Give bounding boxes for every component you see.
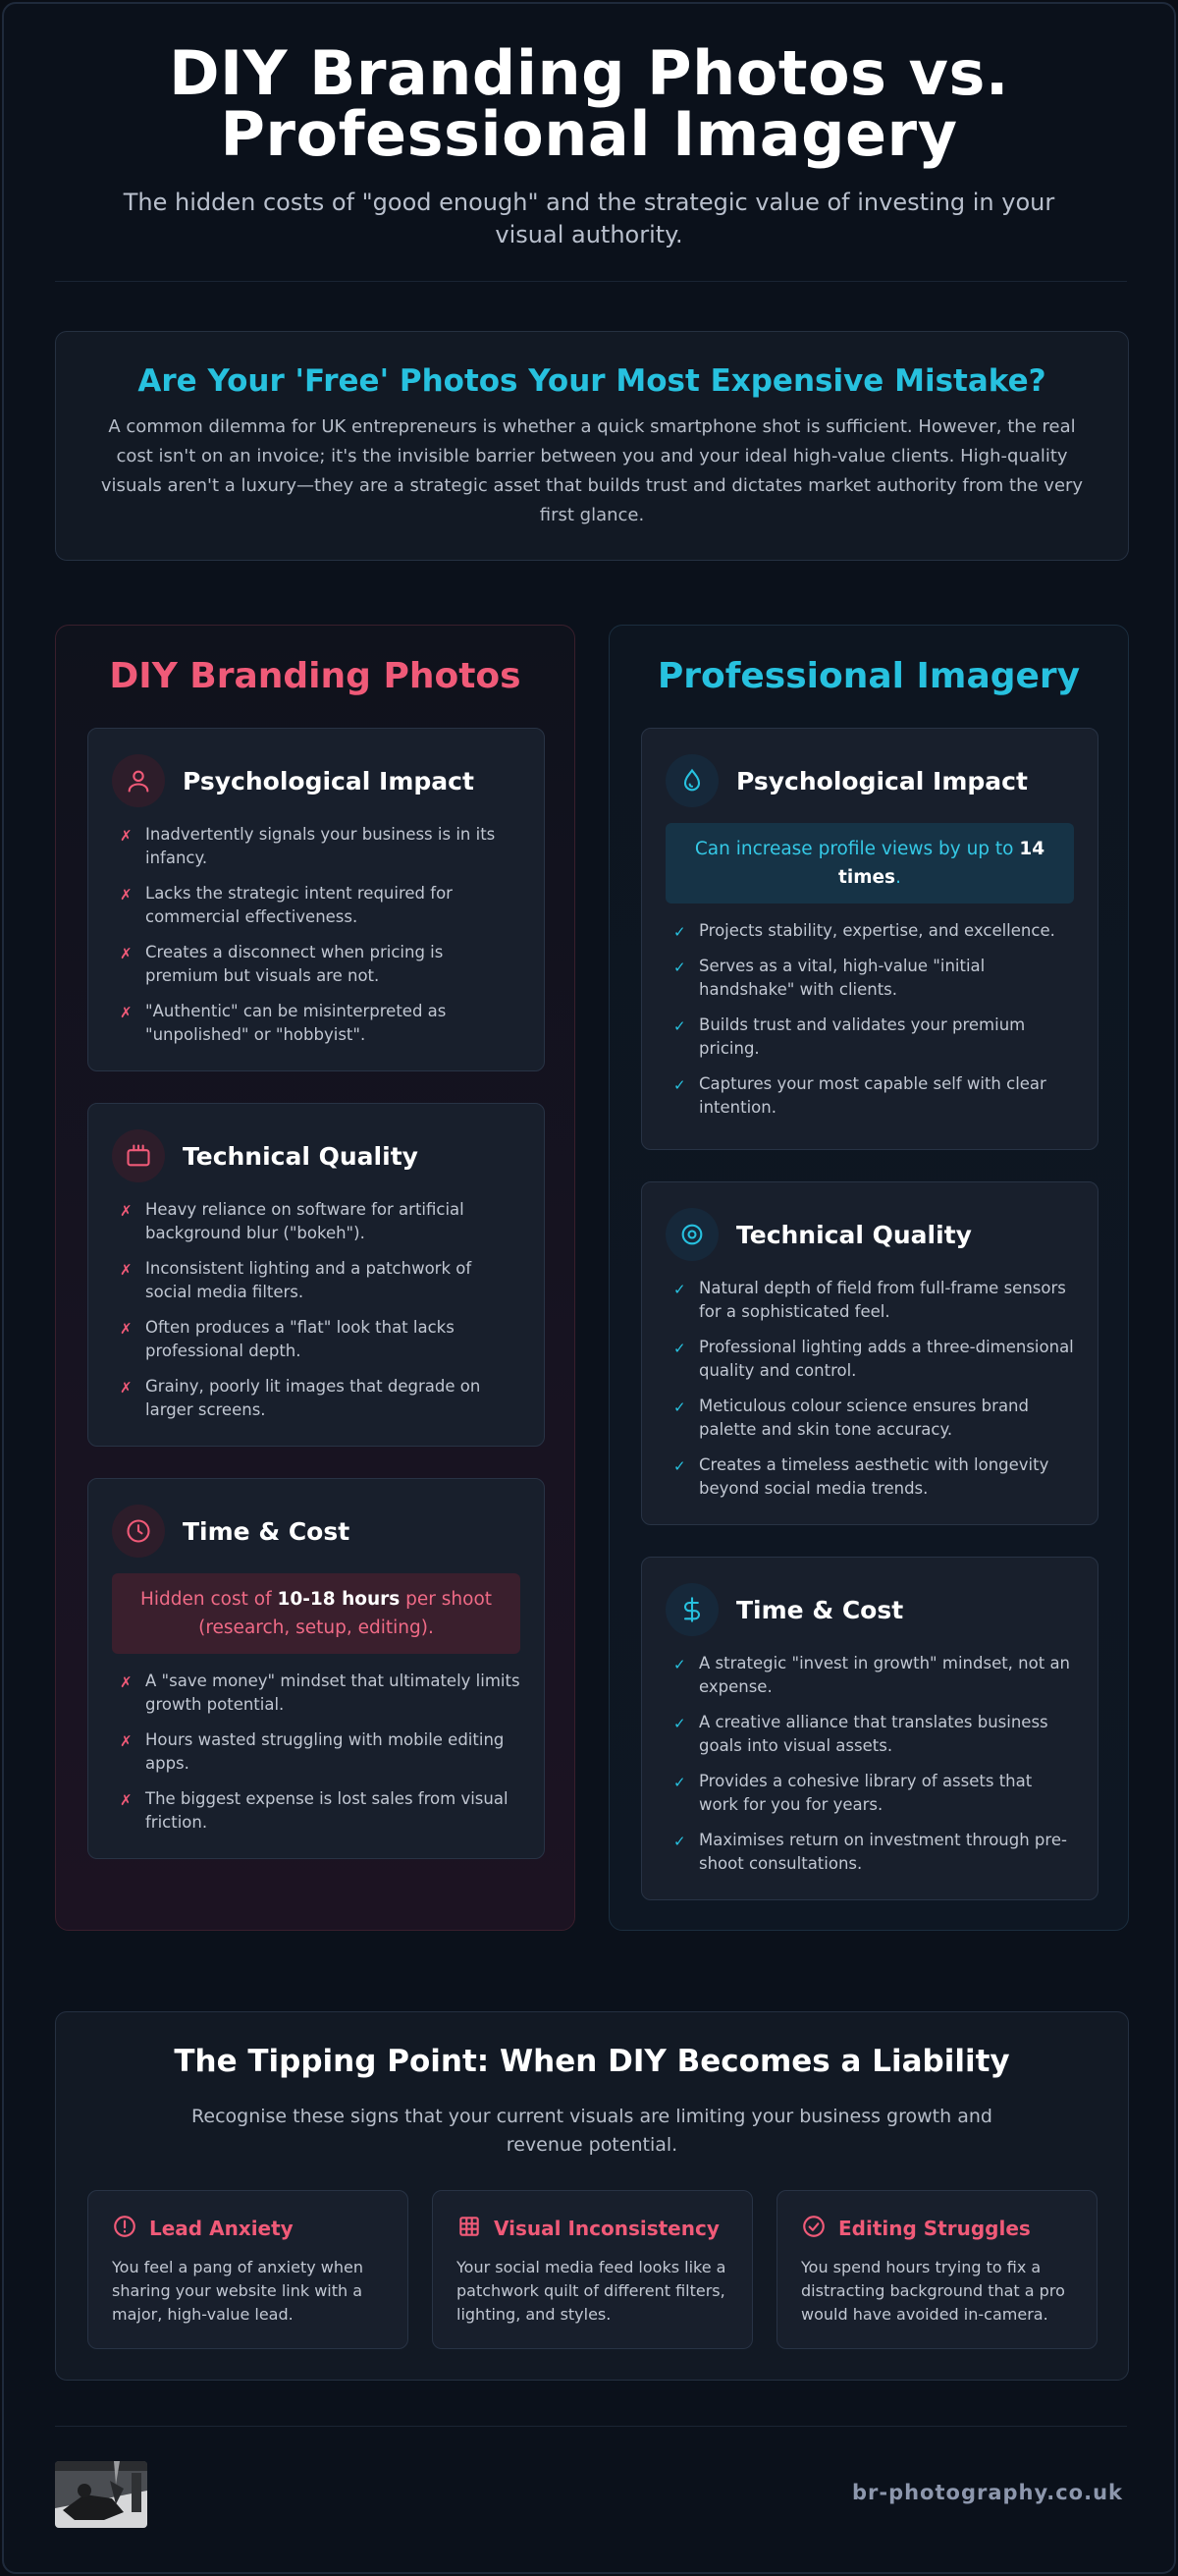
target-icon xyxy=(666,1208,719,1261)
cross-icon: ✗ xyxy=(120,886,133,904)
cross-icon: ✗ xyxy=(120,1202,133,1220)
sign-title: Lead Anxiety xyxy=(149,2217,294,2240)
alert-circle-icon xyxy=(112,2214,137,2243)
dollar-icon xyxy=(666,1583,719,1636)
check-circle-icon xyxy=(801,2214,827,2243)
list-item: ✓ A strategic "invest in growth" mindset, not an expense. xyxy=(673,1654,1071,1696)
list-item: ✗ Inadvertently signals your business is in its infancy. xyxy=(120,825,496,867)
profile-views-highlight: Can increase profile views by up to 14 times. xyxy=(666,823,1074,904)
list-item: ✗ Heavy reliance on software for artificial background blur ("bokeh"). xyxy=(120,1200,464,1242)
list-item: ✗ Lacks the strategic intent required for commercial effectiveness. xyxy=(120,884,453,926)
droplet-icon xyxy=(666,754,719,807)
sign-text: You feel a pang of anxiety when sharing your website link with a major, high-value lead. xyxy=(112,2258,363,2324)
card-title: Time & Cost xyxy=(183,1516,350,1546)
list-item: ✓ Projects stability, expertise, and excellence. xyxy=(666,919,1074,943)
pro-column-title: Professional Imagery xyxy=(657,656,1081,696)
page-subtitle: The hidden costs of "good enough" and the strategic value of investing in your visual authority. xyxy=(123,189,1055,248)
diy-column xyxy=(55,625,575,1931)
cross-icon: ✗ xyxy=(120,1732,133,1750)
list-item: ✗ Often produces a "flat" look that lacks professional depth. xyxy=(120,1318,455,1360)
pro-cost-list xyxy=(666,1652,1074,1876)
cross-icon: ✗ xyxy=(120,1791,133,1809)
list-item: ✗ Grainy, poorly lit images that degrade on larger screens. xyxy=(120,1377,481,1419)
intro-body: A common dilemma for UK entrepreneurs is whether a quick smartphone shot is sufficient. However, the real cost isn't on an invoice; it's the invisible barrier between you and your ideal high-value clients. High-quality visuals aren't a luxury—they are a strategic asset that builds trust and dictates market authority from the very first glance. xyxy=(100,416,1084,525)
infographic-page xyxy=(2,2,1176,2574)
list-item: ✓ Serves as a vital, high-value "initial handshake" with clients. xyxy=(673,957,986,999)
tipping-point-subtitle: Recognise these signs that your current visuals are limiting your business growth and revenue potential. xyxy=(191,2106,992,2156)
page-title-line-1: DIY Branding Photos vs. xyxy=(169,37,1009,109)
pro-tech-list xyxy=(666,1277,1074,1501)
pro-time-cost-card xyxy=(641,1557,1098,1900)
diy-psych-list xyxy=(112,823,520,1047)
user-icon xyxy=(112,754,165,807)
check-icon: ✓ xyxy=(673,1398,686,1416)
brand-photo-thumbnail xyxy=(55,2461,147,2528)
sign-card-editing-struggles xyxy=(776,2190,1098,2349)
check-icon: ✓ xyxy=(673,1656,686,1673)
intro-panel xyxy=(55,331,1129,561)
grid-icon xyxy=(456,2214,482,2243)
cross-icon: ✗ xyxy=(120,1673,133,1691)
check-icon: ✓ xyxy=(673,1281,686,1298)
cross-icon: ✗ xyxy=(120,1320,133,1338)
footer-divider xyxy=(55,2426,1127,2427)
check-icon: ✓ xyxy=(673,923,686,941)
tv-icon xyxy=(112,1129,165,1182)
sign-card-visual-inconsistency xyxy=(432,2190,753,2349)
list-item: ✓ Builds trust and validates your premium pricing. xyxy=(673,1015,1026,1058)
list-item: ✓ Creates a timeless aesthetic with longevity beyond social media trends. xyxy=(673,1455,1049,1498)
diy-technical-quality-card xyxy=(87,1103,545,1447)
check-icon: ✓ xyxy=(673,1833,686,1850)
pro-psychological-impact-card xyxy=(641,728,1098,1150)
pro-column xyxy=(609,625,1129,1931)
list-item: ✓ Meticulous colour science ensures brand palette and skin tone accuracy. xyxy=(673,1397,1029,1439)
list-item: ✓ Natural depth of field from full-frame sensors for a sophisticated feel. xyxy=(673,1279,1066,1321)
list-item: ✗ A "save money" mindset that ultimately limits growth potential. xyxy=(120,1672,520,1714)
check-icon: ✓ xyxy=(673,1457,686,1475)
diy-column-title: DIY Branding Photos xyxy=(109,656,521,696)
sign-text: You spend hours trying to fix a distracting background that a pro would have avoided in-camera. xyxy=(801,2258,1065,2324)
hidden-cost-highlight: Hidden cost of 10-18 hours per shoot (research, setup, editing). xyxy=(112,1573,520,1654)
check-icon: ✓ xyxy=(673,1715,686,1732)
cross-icon: ✗ xyxy=(120,1379,133,1397)
list-item: ✗ Creates a disconnect when pricing is premium but visuals are not. xyxy=(120,943,444,985)
sign-card-lead-anxiety xyxy=(87,2190,408,2349)
card-title: Psychological Impact xyxy=(183,766,474,795)
header xyxy=(4,37,1174,251)
intro-heading: Are Your 'Free' Photos Your Most Expensive Mistake? xyxy=(137,363,1046,399)
list-item: ✗ Inconsistent lighting and a patchwork of social media filters. xyxy=(120,1259,472,1301)
card-title: Technical Quality xyxy=(736,1220,972,1249)
list-item: ✓ Provides a cohesive library of assets that work for you for years. xyxy=(673,1772,1033,1814)
cross-icon: ✗ xyxy=(120,827,133,845)
diy-cost-list xyxy=(112,1670,520,1835)
list-item: ✗ The biggest expense is lost sales from visual friction. xyxy=(120,1789,509,1832)
card-title: Psychological Impact xyxy=(736,766,1028,795)
check-icon: ✓ xyxy=(673,1076,686,1094)
tipping-point-panel xyxy=(55,2011,1129,2381)
sign-title: Editing Struggles xyxy=(838,2217,1031,2240)
card-title: Time & Cost xyxy=(736,1595,904,1624)
clock-icon xyxy=(112,1505,165,1558)
pro-technical-quality-card xyxy=(641,1181,1098,1525)
sign-text: Your social media feed looks like a patchwork quilt of different filters, lighting, and styles. xyxy=(456,2258,726,2324)
footer-domain: br-photography.co.uk xyxy=(851,2481,1123,2504)
sign-title: Visual Inconsistency xyxy=(494,2217,720,2240)
page-title-line-2: Professional Imagery xyxy=(220,98,958,170)
list-item: ✗ "Authentic" can be misinterpreted as "unpolished" or "hobbyist". xyxy=(120,1002,447,1044)
list-item: ✓ Captures your most capable self with clear intention. xyxy=(673,1074,1046,1117)
check-icon: ✓ xyxy=(673,959,686,976)
check-icon: ✓ xyxy=(673,1774,686,1791)
diy-tech-list xyxy=(112,1198,520,1422)
diy-time-cost-card xyxy=(87,1478,545,1859)
list-item: ✓ A creative alliance that translates business goals into visual assets. xyxy=(673,1713,1048,1755)
cross-icon: ✗ xyxy=(120,945,133,962)
cross-icon: ✗ xyxy=(120,1261,133,1279)
list-item: ✗ Hours wasted struggling with mobile editing apps. xyxy=(120,1730,505,1773)
list-item: ✓ Professional lighting adds a three-dimensional quality and control. xyxy=(673,1338,1074,1380)
cross-icon: ✗ xyxy=(120,1004,133,1021)
tipping-point-heading: The Tipping Point: When DIY Becomes a Liability xyxy=(174,2044,1010,2079)
pro-psych-list xyxy=(666,919,1074,1120)
list-item: ✓ Maximises return on investment through pre-shoot consultations. xyxy=(673,1831,1067,1873)
diy-psychological-impact-card xyxy=(87,728,545,1071)
check-icon: ✓ xyxy=(673,1340,686,1357)
card-title: Technical Quality xyxy=(183,1141,418,1171)
check-icon: ✓ xyxy=(673,1017,686,1035)
page-title xyxy=(4,37,1174,170)
header-divider xyxy=(55,281,1127,282)
